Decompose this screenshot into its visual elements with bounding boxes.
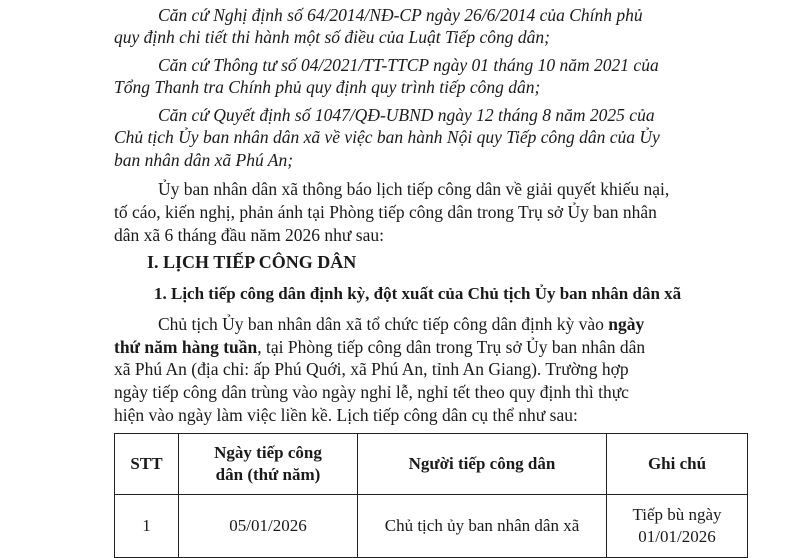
cell-date: 05/01/2026 bbox=[179, 495, 358, 558]
intro-line-2: tố cáo, kiến nghị, phản ánh tại Phòng tiếp công dân trong Trụ sở Ủy ban nhân bbox=[114, 202, 657, 222]
schedule-table bbox=[114, 433, 748, 558]
preamble-1-line-1: Căn cứ Nghị định số 64/2014/NĐ-CP ngày 26/6/2014 của Chính phủ bbox=[158, 5, 643, 25]
preamble-3-line-1: Căn cứ Quyết định số 1047/QĐ-UBND ngày 12 tháng 8 năm 2025 của bbox=[158, 105, 655, 125]
cell-note-line-1: Tiếp bù ngày bbox=[632, 505, 722, 524]
intro-line-1: Ủy ban nhân dân xã thông báo lịch tiếp công dân về giải quyết khiếu nại, bbox=[158, 179, 670, 199]
preamble-3-line-3: ban nhân dân xã Phú An; bbox=[114, 150, 294, 170]
header-note: Ghi chú bbox=[607, 434, 748, 495]
header-date-line-1: Ngày tiếp công bbox=[214, 443, 322, 462]
body-line-5: hiện vào ngày làm việc liền kề. Lịch tiếp công dân cụ thể như sau: bbox=[114, 405, 578, 425]
body-line-2-bold: thứ năm hàng tuần bbox=[114, 337, 258, 357]
cell-note bbox=[607, 495, 748, 558]
body-line-4: ngày tiếp công dân trùng vào ngày nghỉ lễ, nghỉ tết theo quy định thì thực bbox=[114, 382, 629, 402]
body-line-2-text: , tại Phòng tiếp công dân trong Trụ sở Ủy ban nhân dân bbox=[257, 337, 646, 357]
cell-note-line-2: 01/01/2026 bbox=[638, 527, 716, 546]
section-heading: I. LỊCH TIẾP CÔNG DÂN bbox=[147, 252, 357, 272]
subsection-heading: 1. Lịch tiếp công dân định kỳ, đột xuất của Chủ tịch Ủy ban nhân dân xã bbox=[154, 284, 682, 303]
body-line-1-text: Chủ tịch Ủy ban nhân dân xã tổ chức tiếp công dân định kỳ vào bbox=[158, 314, 609, 334]
cell-person: Chủ tịch ủy ban nhân dân xã bbox=[358, 495, 607, 558]
header-date bbox=[179, 434, 358, 495]
table-header-row bbox=[115, 434, 748, 495]
table-row bbox=[115, 495, 748, 558]
header-person: Người tiếp công dân bbox=[358, 434, 607, 495]
body-line-2 bbox=[114, 336, 645, 358]
preamble-2-line-1: Căn cứ Thông tư số 04/2021/TT-TTCP ngày 01 tháng 10 năm 2021 của bbox=[158, 55, 659, 75]
cell-stt: 1 bbox=[115, 495, 179, 558]
preamble-3-line-2: Chủ tịch Ủy ban nhân dân xã về việc ban hành Nội quy Tiếp công dân của Ủy bbox=[114, 127, 660, 147]
body-line-3: xã Phú An (địa chỉ: ấp Phú Quới, xã Phú An, tỉnh An Giang). Trường hợp bbox=[114, 359, 629, 379]
intro-line-3: dân xã 6 tháng đầu năm 2026 như sau: bbox=[114, 225, 384, 245]
header-date-line-2: dân (thứ năm) bbox=[215, 465, 321, 484]
header-stt: STT bbox=[115, 434, 179, 495]
body-line-1-bold: ngày bbox=[608, 314, 645, 334]
body-line-1 bbox=[158, 313, 644, 335]
preamble-1-line-2: quy định chi tiết thi hành một số điều của Luật Tiếp công dân; bbox=[114, 27, 551, 47]
preamble-2-line-2: Tổng Thanh tra Chính phủ quy định quy trình tiếp công dân; bbox=[114, 77, 541, 97]
